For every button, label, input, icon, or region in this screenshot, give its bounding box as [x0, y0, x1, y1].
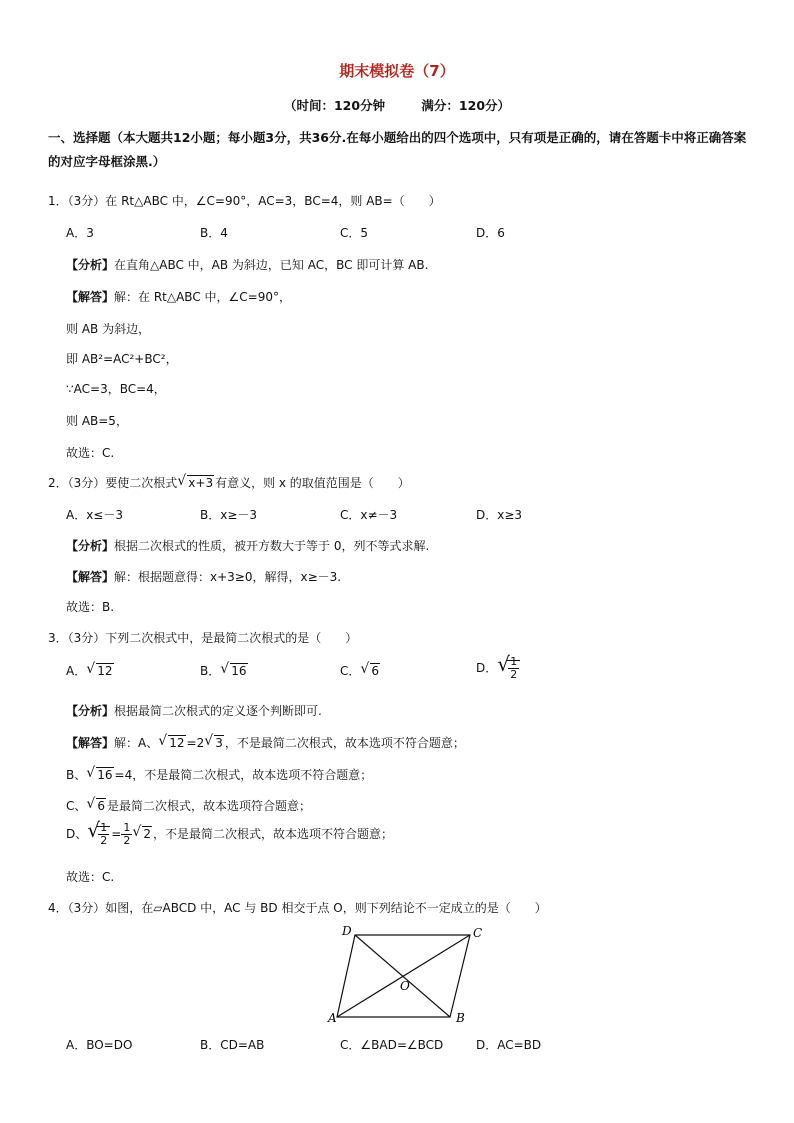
time-info: （时间：120分钟 — [283, 98, 386, 113]
q1-answer — [66, 288, 291, 305]
option-letter: C． — [340, 664, 361, 678]
q3-analysis-text: 根据最简二次根式的定义逐个判断即可. — [114, 704, 322, 718]
radicand: 16 — [231, 664, 247, 678]
answer-tag: 【解答】 — [66, 736, 115, 750]
q1-choice: 故选：C. — [66, 446, 115, 460]
radicand: x+3 — [188, 476, 214, 490]
numerator: 1 — [510, 655, 518, 668]
q3-stem: 3．（3分）下列二次根式中，是最简二次根式的是（ ） — [48, 631, 358, 645]
diagonal-bd — [355, 935, 450, 1017]
q2-option-d: D．x≥3 — [476, 508, 523, 522]
sqrt-expression: √ 2 — [132, 824, 151, 841]
answer-tail: =4，不是最简二次根式，故本选项不符合题意； — [114, 768, 373, 782]
q2-option-c: C．x≠－3 — [340, 508, 398, 522]
equals-two: =2 — [186, 736, 205, 750]
q3-option-a — [66, 662, 115, 679]
sqrt-expression: √ 12 — [158, 733, 185, 750]
section-header: 一、选择题（本大题共12小题；每小题3分，共36分.在每小题给出的四个选项中，只有项是正确的，请在答题卡中将正确答案的对应字母框涂黑.） — [48, 130, 747, 169]
q3-option-d — [476, 652, 521, 681]
q1-option-d: D．6 — [476, 226, 505, 240]
denominator: 2 — [510, 668, 518, 681]
q1-step: 则 AB=5， — [66, 414, 128, 428]
q2-answer — [66, 568, 341, 585]
label-a: A — [328, 1011, 337, 1025]
answer-tail: 是最简二次根式，故本选项符合题意； — [107, 799, 312, 813]
radicand: 3 — [215, 736, 223, 750]
q3-answer-a — [66, 734, 465, 751]
q3-analysis — [66, 702, 322, 719]
sqrt-expression: √ 16 — [220, 661, 247, 678]
answer-prefix: B、 — [66, 768, 87, 782]
label-c: C — [473, 926, 483, 940]
q2-stem-b: 有意义，则 x 的取值范围是（ ） — [215, 476, 410, 490]
diagonal-ac — [337, 935, 470, 1017]
q1-analysis-text: 在直角△ABC 中，AB 为斜边，已知 AC，BC 即可计算 AB. — [114, 258, 429, 272]
sqrt-expression: √ x+3 — [177, 473, 214, 490]
answer-prefix: 解：A、 — [114, 736, 159, 750]
answer-tail: ，不是最简二次根式，故本选项不符合题意； — [152, 827, 393, 841]
analysis-tag: 【分析】 — [66, 704, 115, 718]
sqrt-expression: √ 3 — [204, 733, 223, 750]
sqrt-expression: √ 12 — [86, 661, 113, 678]
denominator: 2 — [123, 834, 131, 847]
q1-step: ∵AC=3，BC=4， — [66, 382, 166, 396]
sqrt-expression: √ $\frac{1}{2}$ — [87, 822, 110, 847]
answer-tag: 【解答】 — [66, 570, 115, 584]
radicand: 6 — [97, 799, 106, 813]
q1-analysis — [66, 256, 428, 273]
q4-stem: 4．（3分）如图，在▱ABCD 中，AC 与 BD 相交于点 O，则下列结论不一定成立的是（ ） — [48, 901, 547, 915]
q1-option-b: B．4 — [200, 226, 228, 240]
answer-tag: 【解答】 — [66, 290, 115, 304]
q3-answer-b — [66, 766, 372, 783]
q1-stem: 1．（3分）在 Rt△ABC 中，∠C=90°，AC=3，BC=4，则 AB=（ ） — [48, 194, 441, 208]
radicand: 2 — [143, 827, 151, 841]
exam-info — [0, 96, 794, 114]
radicand: 12 — [169, 736, 185, 750]
label-d: D — [342, 924, 352, 938]
q3-option-b — [200, 662, 249, 679]
sqrt-expression: √ 6 — [360, 661, 380, 678]
radicand: 12 — [97, 664, 113, 678]
sqrt-expression: √ $\frac{1}{2}$ — [497, 656, 520, 681]
q2-analysis-text: 根据二次根式的性质，被开方数大于等于 0，列不等式求解. — [114, 539, 430, 553]
q4-option-d: D．AC=BD — [476, 1038, 542, 1052]
q1-option-c: C．5 — [340, 226, 369, 240]
numerator: 1 — [100, 821, 108, 834]
option-letter: A． — [66, 664, 87, 678]
numerator: 1 — [123, 821, 131, 834]
page-title: 期末模拟卷（7） — [339, 62, 455, 80]
label-o: O — [400, 979, 410, 993]
analysis-tag: 【分析】 — [66, 539, 115, 553]
q2-analysis — [66, 537, 429, 554]
q2-answer-text: 解：根据题意得：x+3≥0，解得，x≥－3. — [114, 570, 342, 584]
q1-step: 即 AB²=AC²+BC²， — [66, 352, 178, 366]
q3-option-c — [340, 662, 381, 679]
radicand: 6 — [371, 664, 380, 678]
option-letter: B． — [200, 664, 221, 678]
parallelogram-figure — [320, 920, 500, 1030]
answer-prefix: D、 — [66, 827, 88, 841]
score-info: 满分：120分） — [421, 98, 511, 113]
q4-option-b: B．CD=AB — [200, 1038, 265, 1052]
q2-option-a: A．x≤－3 — [66, 508, 124, 522]
fraction — [121, 822, 132, 847]
q3-answer-d: D、 √ $\frac{1}{2}$ = $\frac{1}{2}$ √ 2 ，不是最简二次根式，故本选项不符合题意； — [66, 818, 393, 847]
q2-stem — [48, 474, 410, 491]
q2-choice: 故选：B. — [66, 600, 115, 614]
q2-stem-a: 2．（3分）要使二次根式 — [48, 476, 178, 490]
denominator: 2 — [100, 834, 108, 847]
q3-choice: 故选：C. — [66, 870, 115, 884]
radicand: 16 — [97, 768, 113, 782]
sqrt-expression: √ 16 — [86, 765, 113, 782]
q1-step: 则 AB 为斜边， — [66, 322, 151, 336]
q3-answer-c — [66, 797, 311, 814]
q2-option-b: B．x≥－3 — [200, 508, 258, 522]
answer-tail: ，不是最简二次根式，故本选项不符合题意； — [224, 736, 465, 750]
q4-option-a: A．BO=DO — [66, 1038, 133, 1052]
q1-option-a: A．3 — [66, 226, 94, 240]
q4-option-c: C．∠BAD=∠BCD — [340, 1038, 444, 1052]
label-b: B — [456, 1011, 465, 1025]
analysis-tag: 【分析】 — [66, 258, 115, 272]
option-letter: D． — [476, 661, 498, 675]
q1-answer-text: 解：在 Rt△ABC 中，∠C=90°， — [114, 290, 291, 304]
sqrt-expression: √ 6 — [86, 796, 106, 813]
answer-prefix: C、 — [66, 799, 87, 813]
